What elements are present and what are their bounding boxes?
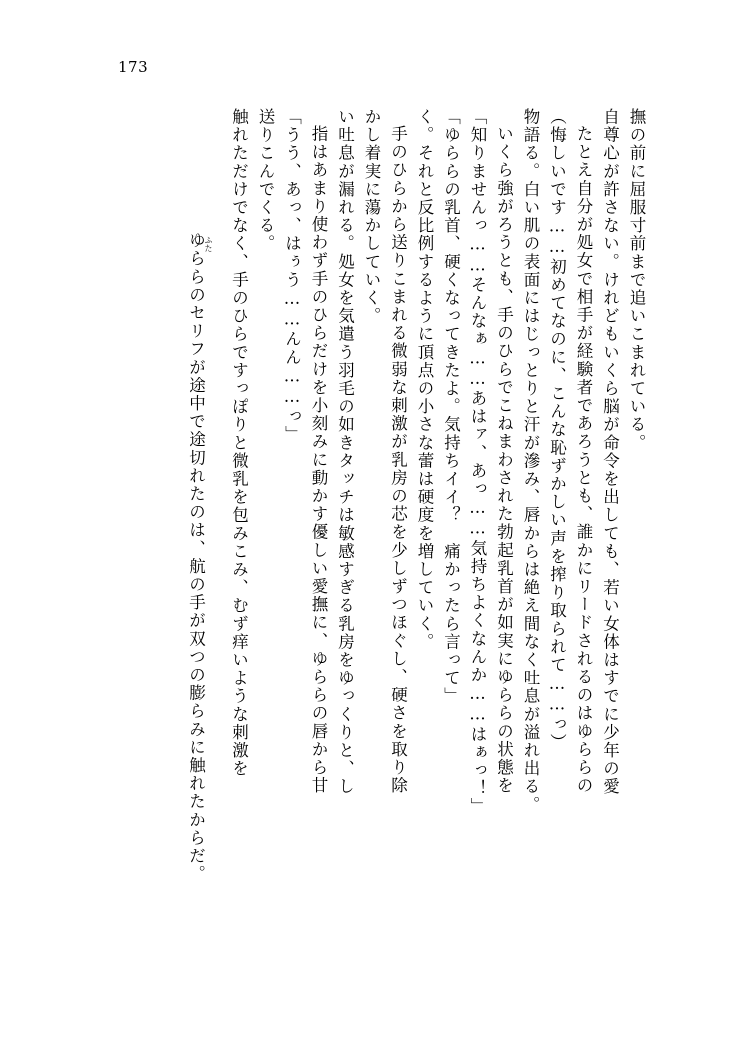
text-column <box>310 108 327 955</box>
ruby-annotation: ふた <box>204 236 213 252</box>
text-column-content: 「ゆららの乳首、硬くなってきたよ。気持ちイイ？ 痛かったら言って」 <box>441 108 461 706</box>
text-column-content: 触れただけでなく、手のひらですっぽりと微乳を包みこみ、むず痒いような刺激を <box>229 108 249 778</box>
text-column <box>628 108 645 938</box>
text-column <box>601 108 618 938</box>
text-column-content: ゆららのセリフが途中で途切れたのは、航の手が双つの膨らみに触れたからだ。 <box>186 231 206 884</box>
text-column <box>416 108 433 938</box>
text-column <box>469 108 486 938</box>
text-column <box>548 108 565 938</box>
text-column-content: 「うう、あっ、はぅう……んん……っ」 <box>282 108 302 444</box>
text-column <box>389 108 406 955</box>
page-number: 173 <box>118 58 149 76</box>
text-column-content: く。それと反比例するように頂点の小さな蕾は硬度を増していく。 <box>415 108 434 651</box>
text-column-content: 撫の前に屈服寸前まで追いこまれている。 <box>627 108 646 452</box>
text-column <box>363 108 380 938</box>
text-column-content: （悔しいです……初めてなのに、こんな恥ずかしい声を搾り取られて……っ） <box>547 108 567 752</box>
text-column-content: 物語る。白い肌の表面にはじっとりと汗が滲み、唇からは絶え間なく吐息が溢れ出る。 <box>521 108 540 814</box>
text-column-content: いくら強がろうとも、手のひらでこねまわされた勃起乳首が如実にゆららの状態を <box>494 125 514 795</box>
vertical-text-block <box>144 108 644 938</box>
text-column <box>154 108 220 938</box>
text-column <box>283 108 300 938</box>
text-column-content: 自尊心が許さない。けれどもいくら脳が命令を出しても、若い女体はすでに少年の愛 <box>600 108 620 796</box>
text-column <box>495 108 512 955</box>
text-column <box>442 108 459 938</box>
text-column-content: 手のひらから送りこまれる微弱な刺激が乳房の芯を少しずつほぐし、硬さを取り除 <box>388 125 408 795</box>
text-column-content: 指はあまり使わず手のひらだけを小刻みに動かす優しい愛撫に、ゆららの唇から甘 <box>309 125 328 795</box>
text-column-content: 「知りませんっ……そんなぁ……あはァ、あっ……気持ちよくなんか……はぁっ！」 <box>468 108 487 816</box>
text-column <box>575 108 592 955</box>
text-column-content: い吐息が漏れる。処女を気遣う羽毛の如きタッチは敏感すぎる乳房をゆっくりと、し <box>335 108 355 796</box>
text-column <box>336 108 353 938</box>
text-column-content: たとえ自分が処女で相手が経験者であろうとも、誰かにリードされるのはゆららの <box>574 125 593 795</box>
text-column-content: かし着実に蕩かしていく。 <box>362 108 381 326</box>
text-column-content: 送りこんでくる。 <box>256 108 275 253</box>
text-column <box>257 108 274 938</box>
text-column <box>230 108 247 938</box>
text-column <box>522 108 539 938</box>
